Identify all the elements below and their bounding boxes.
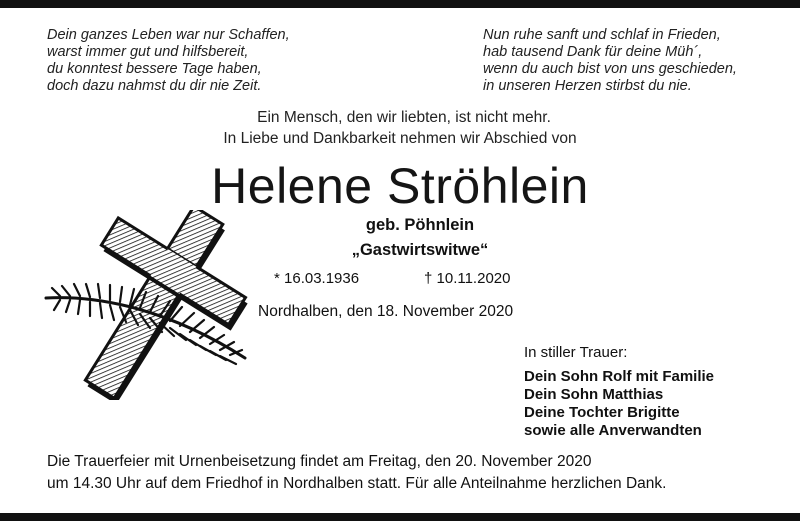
mourners-list [524, 368, 714, 440]
intro-text [0, 107, 800, 149]
funeral-details-line: Die Trauerfeier mit Urnenbeisetzung findet am Freitag, den 20. November 2020 [47, 453, 592, 470]
poem-right [483, 27, 737, 95]
poem-left-line: Dein ganzes Leben war nur Schaffen, [47, 27, 290, 43]
funeral-details [47, 451, 666, 495]
poem-right-line: wenn du auch bist von uns geschieden, [483, 61, 737, 77]
poem-left [47, 27, 290, 95]
poem-right-line: hab tausend Dank für deine Müh´, [483, 44, 703, 60]
bottom-border-rule [0, 513, 800, 521]
mourner-name: Dein Sohn Matthias [524, 386, 664, 403]
birth-name: geb. Pöhnlein [365, 216, 475, 234]
mourner-name: sowie alle Anverwandten [524, 422, 702, 439]
cross-with-palm-branch-icon [40, 210, 255, 400]
funeral-details-line: um 14.30 Uhr auf dem Friedhof in Nordhalben statt. Für alle Anteilnahme herzlichen Dank. [47, 475, 667, 492]
poem-left-line: doch dazu nahmst du dir nie Zeit. [47, 78, 262, 94]
intro-line: In Liebe und Dankbarkeit nehmen wir Abschied von [223, 130, 577, 147]
place-and-date: Nordhalben, den 18. November 2020 [258, 303, 514, 320]
birth-date: * 16.03.1936 [274, 270, 360, 287]
top-border-rule [0, 0, 800, 8]
mourners-block [524, 343, 714, 440]
mourners-label: In stiller Trauer: [524, 344, 628, 361]
poem-right-line: in unseren Herzen stirbst du nie. [483, 78, 692, 94]
deceased-name: Helene Ströhlein [211, 158, 589, 214]
mourner-name: Deine Tochter Brigitte [524, 404, 680, 421]
mourner-name: Dein Sohn Rolf mit Familie [524, 368, 715, 385]
poem-left-line: du konntest bessere Tage haben, [47, 61, 262, 77]
nickname: „Gastwirtswitwe“ [351, 241, 489, 259]
poem-right-line: Nun ruhe sanft und schlaf in Frieden, [483, 27, 721, 43]
intro-line: Ein Mensch, den wir liebten, ist nicht mehr. [257, 109, 551, 126]
death-date: † 10.11.2020 [424, 270, 511, 287]
poem-left-line: warst immer gut und hilfsbereit, [47, 44, 249, 60]
